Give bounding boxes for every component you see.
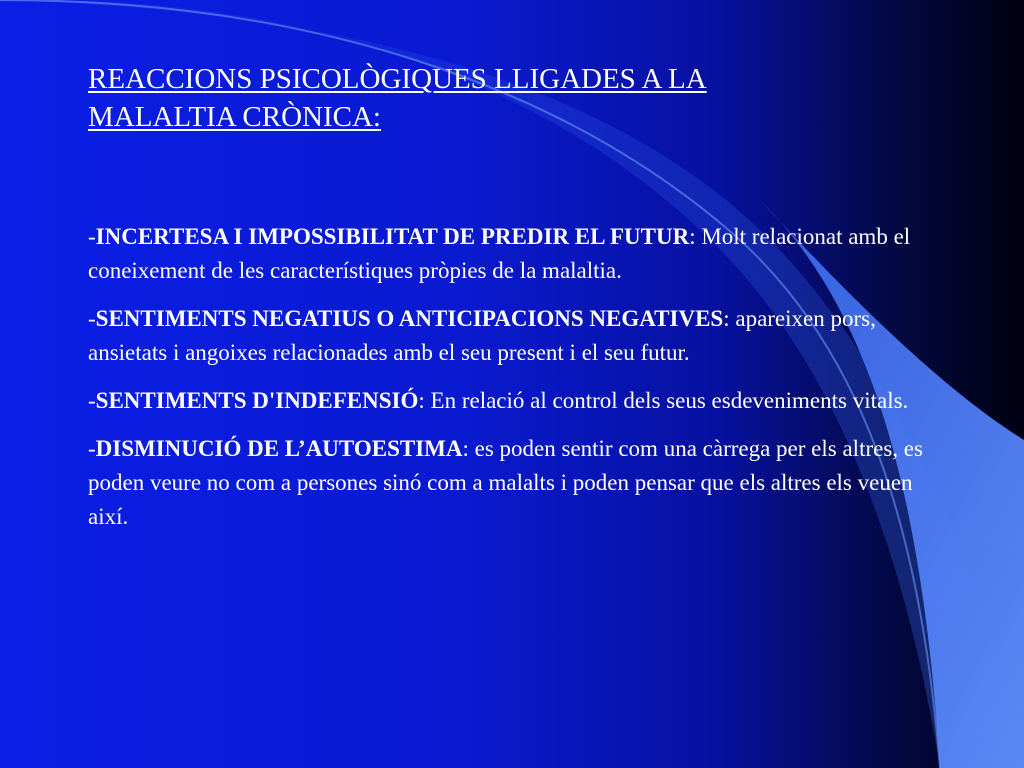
slide-content <box>88 60 958 548</box>
bullet-term: SENTIMENTS NEGATIUS O ANTICIPACIONS NEGATIVES <box>95 306 724 331</box>
bullet-term: DISMINUCIÓ DE L’AUTOESTIMA <box>95 436 463 461</box>
bullet-term: INCERTESA I IMPOSSIBILITAT DE PREDIR EL FUTUR <box>95 224 690 249</box>
bullet-text: : apareixen pors, ansietats i angoixes relacionades amb el seu present i el seu futur. <box>88 306 876 365</box>
slide-title-line2: MALALTIA CRÒNICA: <box>88 101 381 133</box>
slide-title <box>88 60 958 136</box>
bullet-item-uncertainty <box>88 220 958 288</box>
slide-title-line1: REACCIONS PSICOLÒGIQUES LLIGADES A LA <box>88 63 707 95</box>
bullet-prefix: - <box>88 388 96 413</box>
bullet-item-self-esteem <box>88 432 958 534</box>
bullet-prefix: - <box>88 306 96 331</box>
bullet-text: : En relació al control dels seus esdeveniments vitals. <box>418 388 909 413</box>
bullet-prefix: - <box>88 224 96 249</box>
bullet-prefix: - <box>88 436 96 461</box>
bullet-list <box>88 220 958 534</box>
bullet-text: : es poden sentir com una càrrega per els altres, es poden veure no com a persones sinó com a malalts i poden pensar que els altres els veuen així. <box>88 436 923 529</box>
bullet-item-negative-feelings <box>88 302 958 370</box>
bullet-item-helplessness <box>88 384 958 418</box>
bullet-text: : Molt relacionat amb el coneixement de les característiques pròpies de la malaltia. <box>88 224 911 283</box>
bullet-term: SENTIMENTS D'INDEFENSIÓ <box>95 388 419 413</box>
